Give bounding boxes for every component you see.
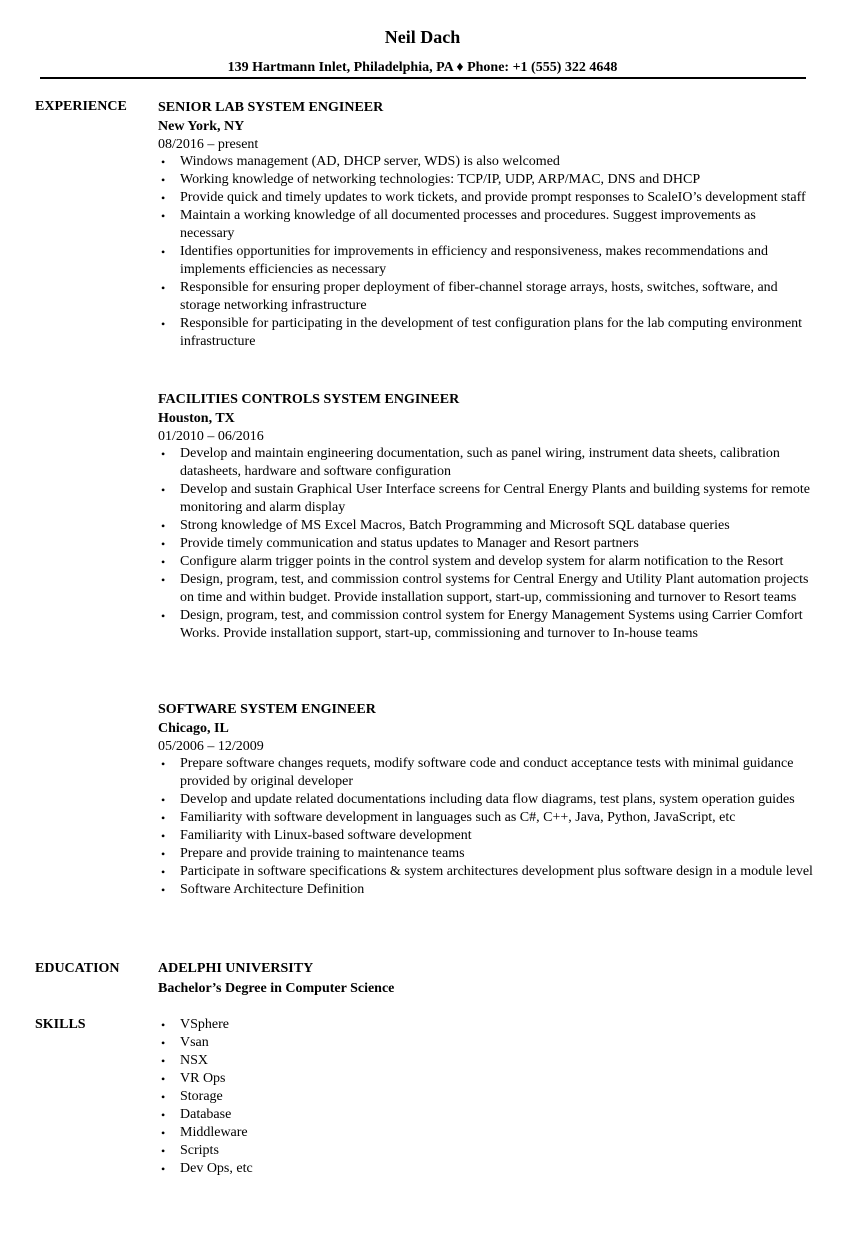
bullet-text: Develop and maintain engineering documentation, such as panel wiring, instrument data sheets, calibration datasheets, hardware and software configuration	[180, 446, 780, 479]
bullet-icon: •	[161, 847, 166, 861]
skill-text: Middleware	[180, 1125, 248, 1140]
list-item	[158, 863, 813, 881]
bullet-icon: •	[161, 1162, 166, 1176]
list-item	[158, 827, 813, 845]
section-label-skills: SKILLS	[35, 1017, 86, 1032]
bullet-icon: •	[161, 1018, 166, 1032]
education-school: ADELPHI UNIVERSITY	[158, 961, 314, 976]
job-bullets	[158, 445, 813, 643]
bullet-icon: •	[161, 757, 166, 771]
bullet-icon: •	[161, 1036, 166, 1050]
bullet-text: Design, program, test, and commission control systems for Central Energy and Utility Plant automation projects on time and within budget. Provide installation support, start-up, commissioning and turnover to Resort teams	[180, 572, 809, 605]
bullet-text: Develop and update related documentations including data flow diagrams, test plans, system operation guides	[180, 792, 795, 807]
job-entry	[158, 391, 813, 643]
bullet-text: Strong knowledge of MS Excel Macros, Batch Programming and Microsoft SQL database queries	[180, 518, 730, 533]
list-item	[158, 607, 813, 643]
bullet-icon: •	[161, 555, 166, 569]
section-label-education: EDUCATION	[35, 961, 120, 976]
bullet-icon: •	[161, 573, 166, 587]
bullet-text: Responsible for participating in the development of test configuration plans for the lab computing environment infrastructure	[180, 316, 803, 349]
bullet-text: Windows management (AD, DHCP server, WDS) is also welcomed	[180, 154, 560, 169]
bullet-text: Responsible for ensuring proper deployment of fiber-channel storage arrays, hosts, switches, software, and storage networking infrastructure	[180, 280, 778, 313]
list-item	[158, 445, 813, 481]
bullet-text: Prepare and provide training to maintenance teams	[180, 846, 465, 861]
skill-text: Storage	[180, 1089, 223, 1104]
skill-text: VSphere	[180, 1017, 229, 1032]
list-item	[158, 881, 813, 899]
list-item	[158, 845, 813, 863]
bullet-icon: •	[161, 317, 166, 331]
list-item	[158, 809, 813, 827]
list-item	[158, 481, 813, 517]
list-item	[158, 1106, 813, 1124]
job-dates: 08/2016 – present	[158, 137, 259, 152]
job-entry	[158, 701, 813, 899]
skill-text: Database	[180, 1107, 232, 1122]
contact-line: 139 Hartmann Inlet, Philadelphia, PA ♦ Phone: +1 (555) 322 4648	[227, 60, 618, 75]
skill-text: NSX	[180, 1053, 209, 1068]
section-label-experience: EXPERIENCE	[35, 99, 127, 114]
skill-text: Vsan	[180, 1035, 209, 1050]
bullet-icon: •	[161, 245, 166, 259]
bullet-icon: •	[161, 883, 166, 897]
bullet-text: Design, program, test, and commission control system for Energy Management Systems using Carrier Comfort Works. Provide installation support, start-up, commissioning and turnover to In-house teams	[180, 608, 803, 641]
education-entry	[158, 960, 813, 998]
list-item	[158, 315, 813, 351]
job-location: Houston, TX	[158, 411, 235, 426]
bullet-icon: •	[161, 829, 166, 843]
bullet-text: Familiarity with software development in languages such as C#, C++, Java, Python, JavaScript, etc	[180, 810, 736, 825]
list-item	[158, 279, 813, 315]
bullet-icon: •	[161, 865, 166, 879]
list-item	[158, 791, 813, 809]
bullet-icon: •	[161, 609, 166, 623]
bullet-text: Identifies opportunities for improvements in efficiency and responsiveness, makes recommendations and implements efficiencies as necessary	[180, 244, 768, 277]
job-bullets	[158, 153, 813, 351]
list-item	[158, 1124, 813, 1142]
bullet-icon: •	[161, 811, 166, 825]
list-item	[158, 517, 813, 535]
job-location: New York, NY	[158, 119, 245, 134]
list-item	[158, 553, 813, 571]
list-item	[158, 189, 813, 207]
list-item	[158, 755, 813, 791]
bullet-text: Participate in software specifications & system architectures development plus software design in a module level	[180, 864, 813, 879]
education-degree: Bachelor’s Degree in Computer Science	[158, 981, 395, 996]
bullet-icon: •	[161, 537, 166, 551]
bullet-text: Provide quick and timely updates to work tickets, and provide prompt responses to ScaleIO’s development staff	[180, 190, 806, 205]
job-bullets	[158, 755, 813, 899]
bullet-icon: •	[161, 793, 166, 807]
bullet-text: Develop and sustain Graphical User Interface screens for Central Energy Plants and building systems for remote monitoring and alarm display	[180, 482, 810, 515]
bullet-icon: •	[161, 1090, 166, 1104]
bullet-icon: •	[161, 447, 166, 461]
list-item	[158, 571, 813, 607]
list-item	[158, 1088, 813, 1106]
skill-text: Scripts	[180, 1143, 219, 1158]
bullet-icon: •	[161, 173, 166, 187]
list-item	[158, 243, 813, 279]
list-item	[158, 1052, 813, 1070]
candidate-name: Neil Dach	[384, 27, 461, 47]
list-item	[158, 1160, 813, 1178]
bullet-icon: •	[161, 209, 166, 223]
skills-list	[158, 1016, 813, 1178]
bullet-text: Provide timely communication and status updates to Manager and Resort partners	[180, 536, 639, 551]
bullet-text: Configure alarm trigger points in the control system and develop system for alarm notification to the Resort	[180, 554, 784, 569]
list-item	[158, 535, 813, 553]
skill-text: Dev Ops, etc	[180, 1161, 253, 1176]
bullet-icon: •	[161, 519, 166, 533]
job-title: SENIOR LAB SYSTEM ENGINEER	[158, 100, 384, 115]
list-item	[158, 153, 813, 171]
list-item	[158, 1016, 813, 1034]
list-item	[158, 1070, 813, 1088]
bullet-icon: •	[161, 1108, 166, 1122]
bullet-text: Prepare software changes requets, modify software code and conduct acceptance tests with minimal guidance provided by original developer	[180, 756, 794, 789]
job-title: SOFTWARE SYSTEM ENGINEER	[158, 702, 376, 717]
job-dates: 01/2010 – 06/2016	[158, 429, 264, 444]
skills-list-block	[158, 1016, 813, 1178]
bullet-icon: •	[161, 191, 166, 205]
job-entry	[158, 99, 813, 351]
bullet-text: Software Architecture Definition	[180, 882, 365, 897]
list-item	[158, 171, 813, 189]
list-item	[158, 1142, 813, 1160]
bullet-icon: •	[161, 1072, 166, 1086]
job-location: Chicago, IL	[158, 721, 229, 736]
skill-text: VR Ops	[180, 1071, 226, 1086]
bullet-text: Familiarity with Linux-based software development	[180, 828, 472, 843]
header-divider	[40, 77, 806, 79]
bullet-icon: •	[161, 281, 166, 295]
bullet-icon: •	[161, 1054, 166, 1068]
bullet-icon: •	[161, 1144, 166, 1158]
list-item	[158, 1034, 813, 1052]
bullet-icon: •	[161, 1126, 166, 1140]
list-item	[158, 207, 813, 243]
bullet-text: Working knowledge of networking technologies: TCP/IP, UDP, ARP/MAC, DNS and DHCP	[180, 172, 701, 187]
bullet-icon: •	[161, 483, 166, 497]
job-dates: 05/2006 – 12/2009	[158, 739, 264, 754]
bullet-text: Maintain a working knowledge of all documented processes and procedures. Suggest improvements as necessary	[180, 208, 756, 241]
job-title: FACILITIES CONTROLS SYSTEM ENGINEER	[158, 392, 460, 407]
bullet-icon: •	[161, 155, 166, 169]
